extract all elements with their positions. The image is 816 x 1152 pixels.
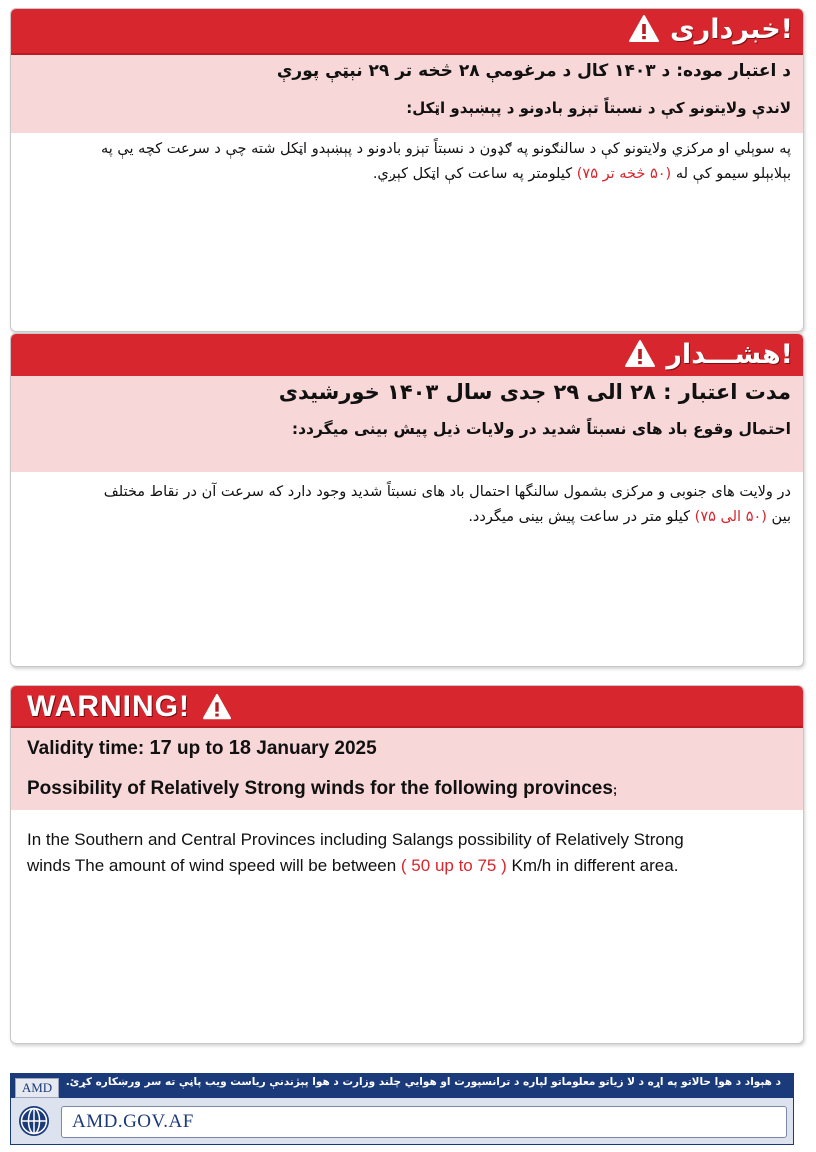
english-validity-date: January 2025 [250,738,377,759]
pashto-body [23,137,791,187]
warning-triangle-icon [624,338,656,370]
footer-band [11,1074,793,1098]
website-link-box[interactable] [61,1106,787,1138]
english-title: WARNING! [27,690,190,723]
english-validity-to: 18 [228,737,251,759]
english-subtitle-punct: ; [612,782,618,797]
footer-bar [10,1073,794,1145]
english-validity-label: Validity time: [27,738,145,759]
english-body [27,827,791,879]
dari-subtitle: احتمال وقوع باد های نسبتاً شدید در ولایات ذیل پیش بینی میگردد: [291,420,791,438]
english-validity [27,737,377,760]
english-speed-range: ( 50 up to 75 ) [400,856,507,875]
website-url[interactable]: AMD.GOV.AF [72,1111,194,1132]
dari-body-line2-pre: بین [771,509,791,525]
pashto-title: خبرداری! [669,13,793,45]
pashto-body-line1: په سوېلي او مرکزي ولایتونو کې د سالنګونو په ګډون د نسبتاً تېزو بادونو د پېښېدو اټکل شته چې د سرعت کچه یې په [100,141,791,157]
globe-icon [17,1104,51,1138]
english-validity-band [11,728,803,810]
english-validity-mid: up to [177,738,224,759]
dari-body [23,480,791,530]
pashto-validity: د اعتبار موده: د ۱۴۰۳ کال د مرغومې ۲۸ څخه تر ۲۹ نېټې پورې [276,61,791,81]
pashto-warning-panel [10,8,804,332]
pashto-subtitle: لاندې ولایتونو کې د نسبتاً تېزو بادونو د پېښېدو اټکل: [406,99,791,117]
english-body-line2-pre: winds The amount of wind speed will be between [27,856,401,875]
warning-triangle-icon [628,13,660,45]
english-warning-panel [10,685,804,1044]
english-body-line2-post: Km/h in different area. [506,856,679,875]
warning-triangle-icon [202,692,232,722]
english-body-line2 [27,853,791,879]
dari-validity: مدت اعتبار : ۲۸ الی ۲۹ جدی سال ۱۴۰۳ خورشیدی [278,380,791,404]
english-header-bar [11,686,803,728]
dari-validity-band [11,376,803,472]
dari-header-bar [11,334,803,380]
dari-title: هشـــدار! [666,338,793,370]
dari-body-line2-post: کیلو متر در ساعت پیش بینی میگردد. [468,509,691,525]
dari-body-line2 [23,505,791,530]
english-body-line1: In the Southern and Central Provinces including Salangs possibility of Relatively Strong [27,830,684,849]
pashto-validity-band [11,55,803,133]
english-subtitle [27,778,617,800]
pashto-body-line2-post: کیلومتر په ساعت کې اټکل کېږي. [372,166,573,182]
footer-notice: د هېواد د هوا حالاتو په اړه د لا زیاتو معلوماتو لپاره د ترانسپورت او هوایي چلند وزارت د هوا پېژندنې ریاست ویب پاڼې ته سر ورښکاره کړئ. [65,1076,781,1088]
pashto-header-bar [11,9,803,55]
pashto-body-line2-pre: بېلابېلو سیمو کې له [675,166,791,182]
pashto-speed-range: (۵۰ څخه تر ۷۵) [576,166,672,182]
amd-badge: AMD [15,1078,59,1098]
pashto-body-line2 [23,162,791,187]
english-validity-from: 17 [149,737,172,759]
english-subtitle-text: Possibility of Relatively Strong winds for the following provinces [27,778,613,799]
dari-warning-panel [10,333,804,667]
dari-speed-range: (۵۰ الی ۷۵) [694,509,767,525]
dari-body-line1: در ولایت های جنوبی و مرکزی بشمول سالنگها احتمال باد های نسبتاً شدید وجود دارد که سرعت آن در نقاط مختلف [103,484,791,500]
